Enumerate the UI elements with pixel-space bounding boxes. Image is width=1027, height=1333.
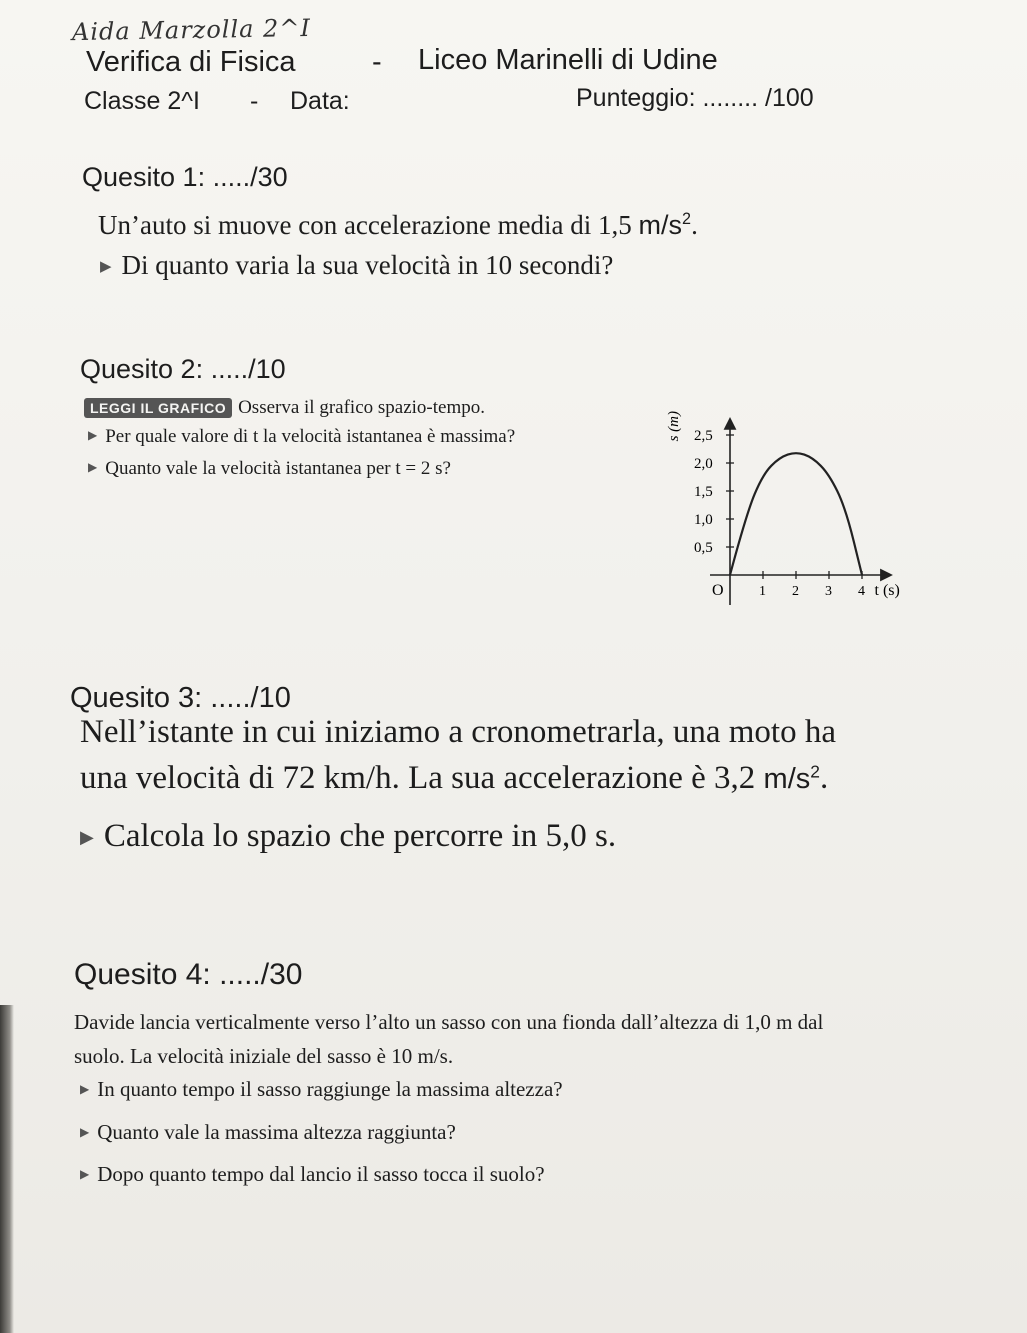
q2-intro	[84, 397, 485, 419]
q4-bullet-3-text: Dopo quanto tempo dal lancio il sasso tocca il suolo?	[97, 1162, 545, 1186]
bullet-arrow-icon: ▶	[80, 827, 94, 847]
space-time-chart	[640, 380, 940, 620]
header-separator: -	[250, 87, 259, 115]
q3-line-2	[80, 760, 828, 797]
q2-bullet-1-text: Per quale valore di t la velocità istantanea è massima?	[105, 426, 516, 447]
table-edge	[0, 1005, 14, 1333]
q4-bullet-1	[80, 1077, 563, 1102]
x-tick-label: 4	[858, 584, 865, 599]
exam-title: Verifica di Fisica	[86, 46, 296, 78]
q1-unit	[639, 210, 692, 240]
x-tick-label: 1	[759, 584, 766, 599]
q3-heading: Quesito 3: ...../10	[70, 682, 291, 714]
bullet-arrow-icon: ▶	[88, 428, 98, 442]
date-label: Data:	[290, 87, 350, 115]
q4-bullet-2	[80, 1120, 456, 1145]
q1-text-main: Un’auto si muove con accelerazione media di 1,5	[98, 210, 632, 240]
q2-bullet-2	[88, 458, 451, 480]
student-name-handwriting: Aida Marzolla 2^I	[71, 13, 312, 47]
q4-line-2: suolo. La velocità iniziale del sasso è 10 m/s.	[74, 1044, 454, 1068]
q3-unit-base: m/s	[763, 763, 811, 795]
q3-line-2-text: una velocità di 72 km/h. La sua accelerazione è 3,2	[80, 760, 756, 796]
bullet-arrow-icon: ▶	[80, 1125, 90, 1139]
q4-heading: Quesito 4: ...../30	[74, 958, 303, 991]
q1-unit-exp: 2	[682, 210, 692, 228]
q4-bullet-2-text: Quanto vale la massima altezza raggiunta?	[97, 1120, 456, 1144]
q1-bullet	[100, 250, 613, 281]
q4-bullet-1-text: In quanto tempo il sasso raggiunge la massima altezza?	[97, 1077, 563, 1101]
q4-bullet-3	[80, 1162, 545, 1187]
q2-heading: Quesito 2: ...../10	[80, 354, 286, 384]
y-tick-label: 2,0	[694, 456, 713, 472]
bullet-arrow-icon: ▶	[80, 1167, 90, 1181]
y-tick-label: 2,5	[694, 428, 713, 444]
q3-unit-exp: 2	[810, 761, 820, 782]
q1-unit-base: m/s	[638, 210, 683, 240]
score-label: Punteggio: ........ /100	[576, 84, 814, 112]
x-axis-label: t (s)	[874, 582, 900, 599]
q3-bullet	[80, 818, 616, 855]
q1-bullet-text: Di quanto varia la sua velocità in 10 secondi?	[121, 250, 614, 280]
y-axis-label: s (m)	[666, 410, 682, 442]
x-tick-label: 2	[792, 584, 799, 599]
y-tick-label: 0,5	[694, 540, 713, 556]
bullet-arrow-icon: ▶	[80, 1082, 90, 1096]
q3-unit	[764, 763, 820, 795]
x-tick-label: 3	[825, 584, 832, 599]
q1-heading: Quesito 1: ...../30	[82, 162, 288, 192]
read-graph-badge: LEGGI IL GRAFICO	[84, 398, 232, 418]
title-separator: -	[372, 46, 382, 78]
origin-label: O	[712, 582, 724, 599]
school-name: Liceo Marinelli di Udine	[418, 44, 718, 76]
q2-bullet-1	[88, 426, 515, 448]
bullet-arrow-icon: ▶	[88, 460, 98, 474]
space-time-curve	[730, 453, 862, 575]
q4-line-1: Davide lancia verticalmente verso l’alto un sasso con una fionda dall’altezza di 1,0 m dal	[74, 1010, 824, 1034]
q3-line-2-end: .	[819, 760, 829, 796]
q2-intro-text: Osserva il grafico spazio-tempo.	[238, 397, 485, 418]
q3-line-1: Nell’istante in cui iniziamo a cronometrarla, una moto ha	[80, 714, 836, 750]
q2-bullet-2-text: Quanto vale la velocità istantanea per t = 2 s?	[105, 458, 451, 479]
class-label: Classe 2^I	[84, 87, 200, 115]
q1-text	[98, 210, 698, 241]
bullet-arrow-icon: ▶	[100, 259, 112, 275]
y-tick-label: 1,0	[694, 512, 713, 528]
q3-bullet-text: Calcola lo spazio che percorre in 5,0 s.	[103, 818, 617, 854]
y-tick-label: 1,5	[694, 484, 713, 500]
q1-text-end: .	[691, 210, 698, 240]
